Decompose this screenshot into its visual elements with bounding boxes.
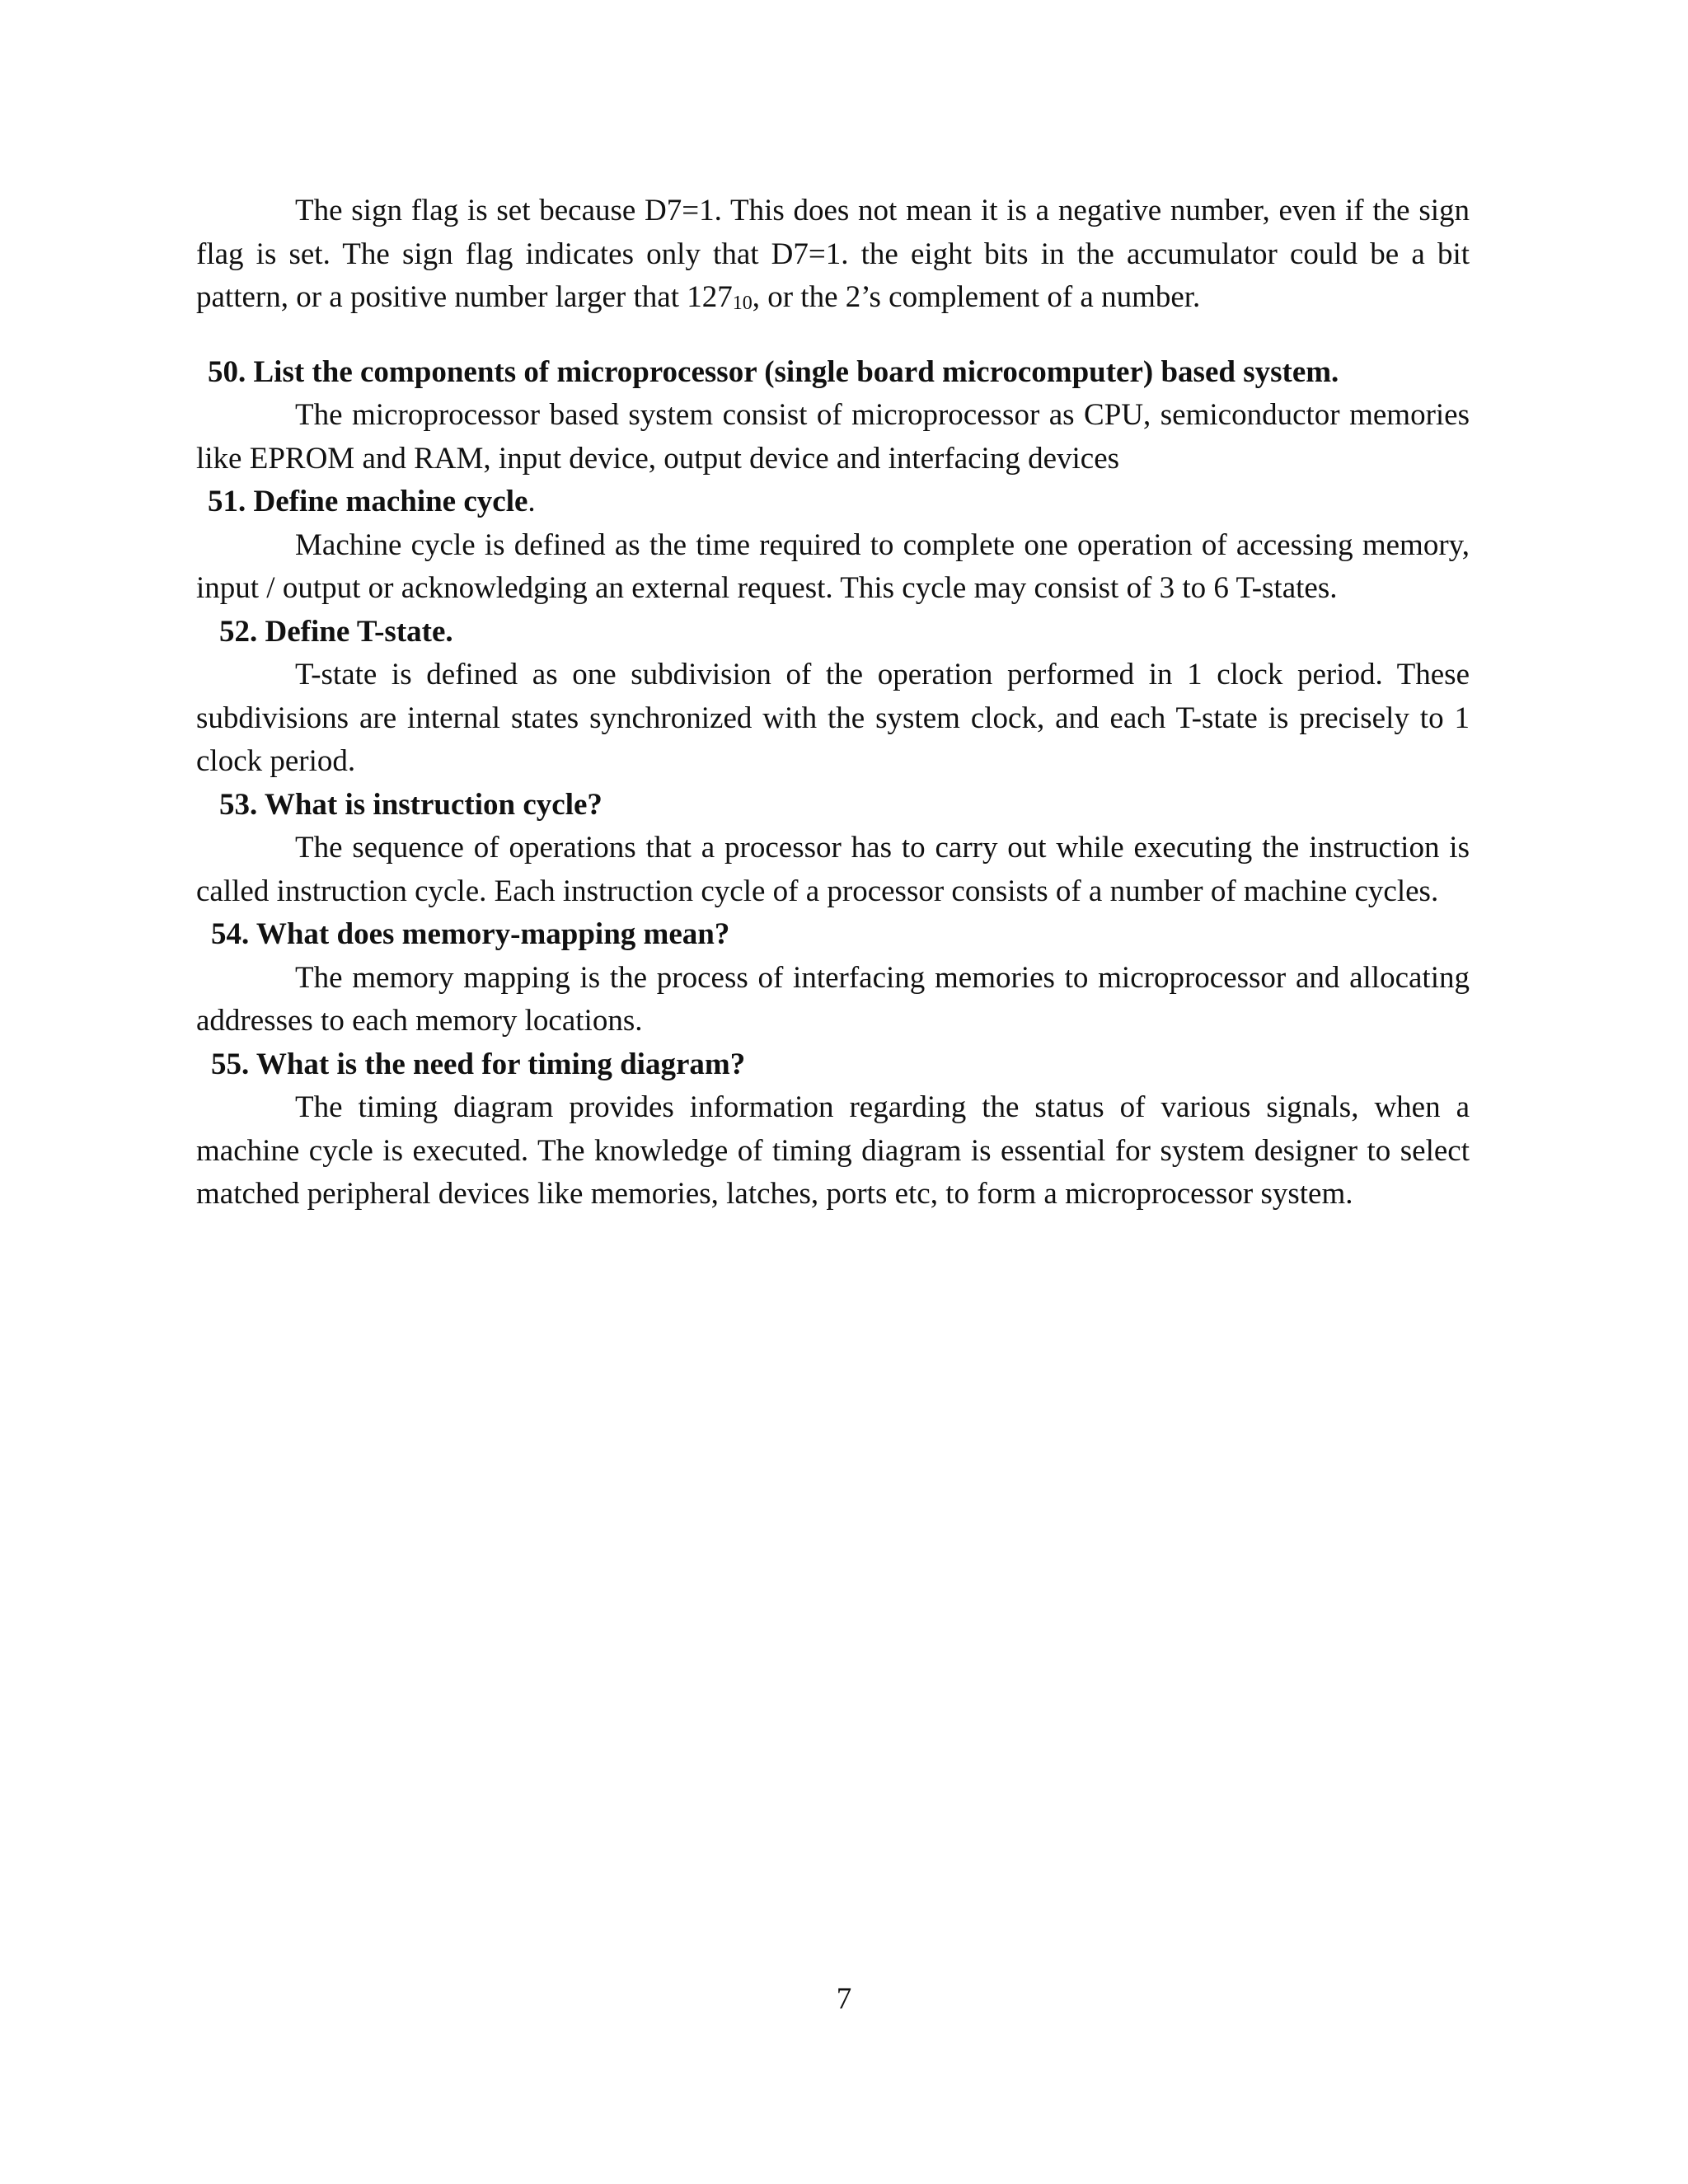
- question-title: Define T-state.: [265, 614, 453, 649]
- question-number: 51.: [208, 485, 246, 518]
- question-number: 50.: [208, 354, 246, 389]
- section-gap: [196, 320, 1470, 351]
- question-number: 54.: [211, 917, 250, 951]
- page-content: [196, 190, 1470, 1216]
- question-title: What is instruction cycle?: [264, 787, 603, 822]
- question-number: 55.: [211, 1047, 250, 1081]
- intro-text-start: The sign flag is set because D7=1. This does not mean it is a negative number, even if the sign flag is set. The sign flag indicates only that D7=1. the eight bits in the accumulator could be a bit pattern, or a positive number larger that 127: [196, 194, 1470, 314]
- question-number: 52.: [219, 614, 258, 649]
- question-number: 53.: [219, 787, 258, 822]
- intro-subscript: 10: [732, 293, 753, 314]
- question-heading-52: [196, 611, 1470, 654]
- question-heading-51: [196, 480, 1470, 524]
- answer-paragraph-50: The microprocessor based system consist of microprocessor as CPU, semiconductor memories like EPROM and RAM, input device, output device and interfacing devices: [196, 398, 1470, 476]
- intro-text-end: , or the 2’s complement of a number.: [752, 280, 1201, 314]
- intro-paragraph: [196, 190, 1470, 320]
- page-number: 7: [836, 1982, 852, 2016]
- question-title-suffix: .: [528, 485, 536, 518]
- question-heading-53: [196, 784, 1470, 827]
- answer-paragraph-53: The sequence of operations that a processor has to carry out while executing the instruction is called instruction cycle. Each instruction cycle of a processor consists of a number of machine cycles.: [196, 831, 1470, 908]
- question-title: What is the need for timing diagram?: [256, 1047, 746, 1081]
- answer-paragraph-55: The timing diagram provides information regarding the status of various signals, when a machine cycle is executed. The knowledge of timing diagram is essential for system designer to select matched peripheral devices like memories, latches, ports etc, to form a microprocessor system.: [196, 1090, 1470, 1211]
- answer-paragraph-54: The memory mapping is the process of interfacing memories to microprocessor and allocating addresses to each memory locations.: [196, 960, 1470, 1038]
- question-heading-50: [196, 351, 1470, 395]
- answer-paragraph-52: T-state is defined as one subdivision of the operation performed in 1 clock period. These subdivisions are internal states synchronized with the system clock, and each T-state is precisely to 1 clock period.: [196, 658, 1470, 778]
- question-title: Define machine cycle: [253, 485, 528, 518]
- question-heading-54: [196, 913, 1470, 957]
- question-title: What does memory-mapping mean?: [256, 917, 730, 951]
- question-title: List the components of microprocessor (single board microcomputer) based system.: [253, 354, 1339, 389]
- question-heading-55: [196, 1043, 1470, 1087]
- answer-paragraph-51: Machine cycle is defined as the time required to complete one operation of accessing memory, input / output or acknowledging an external request. This cycle may consist of 3 to 6 T-states.: [196, 527, 1470, 605]
